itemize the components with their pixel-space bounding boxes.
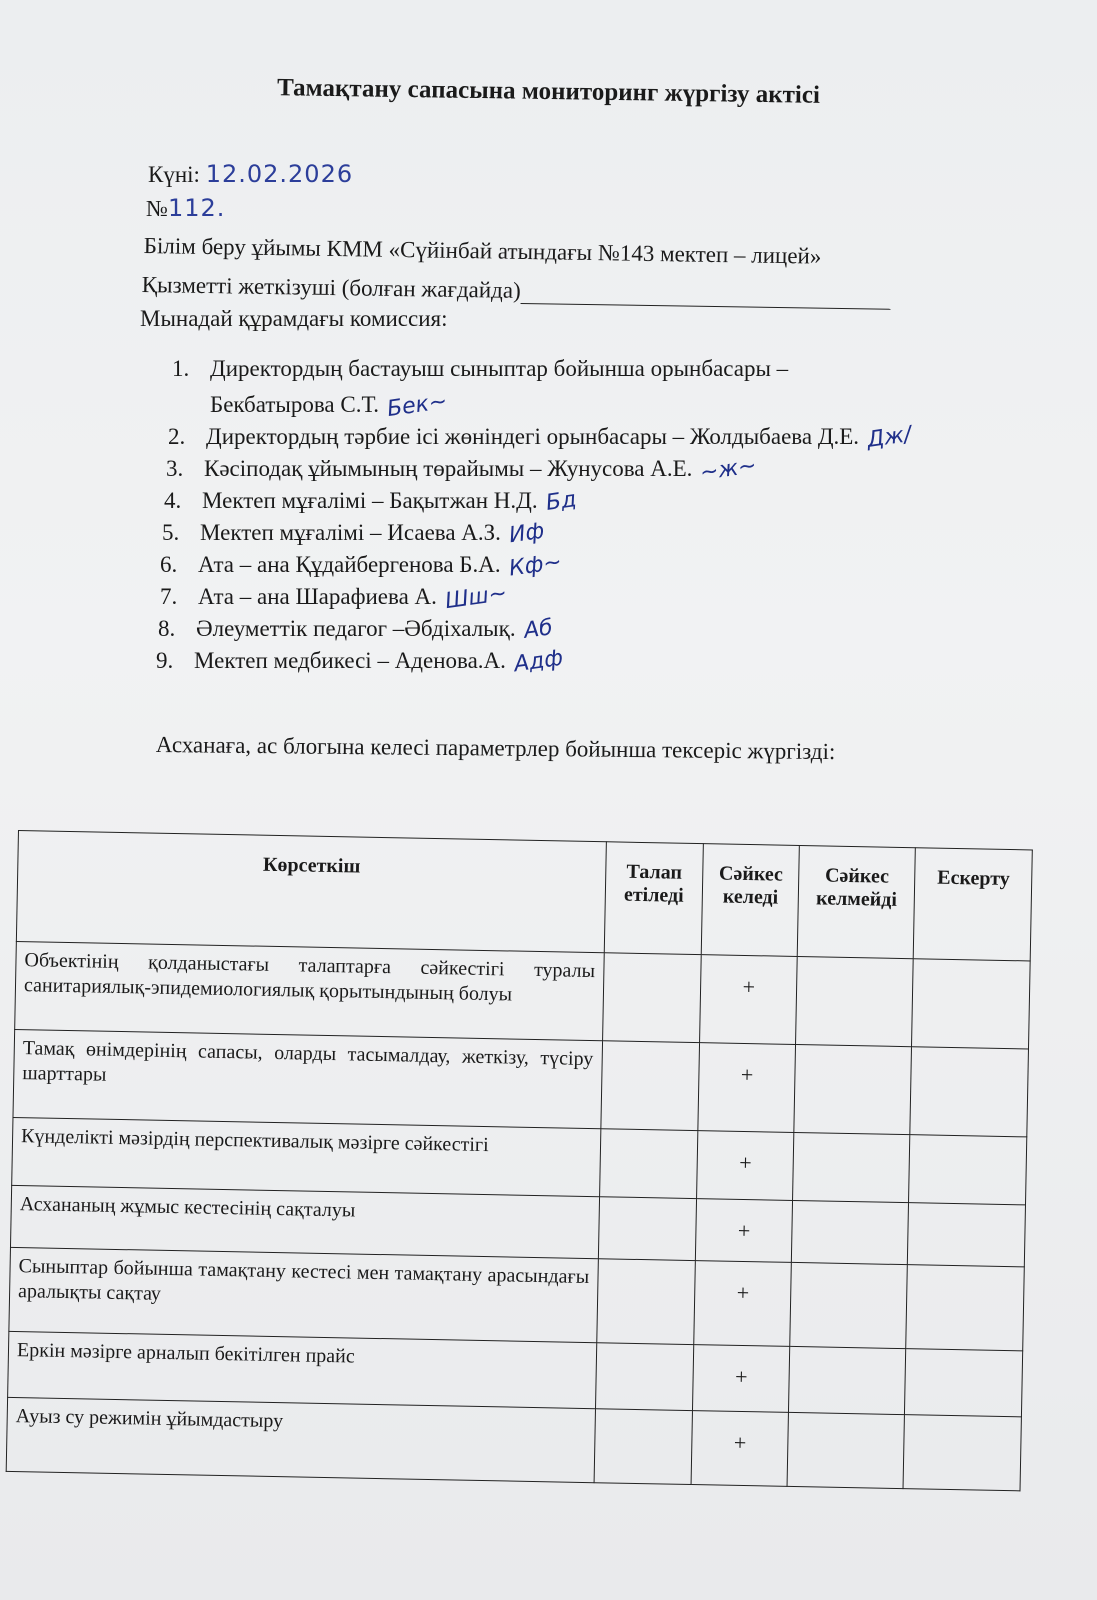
signature-icon: Кф~: [507, 549, 563, 582]
member-1-name: Бекбатырова С.Т. Бек~: [210, 388, 449, 423]
supplier-blank: [521, 281, 891, 310]
header-indicator: Көрсеткіш: [16, 831, 606, 953]
compliant-cell: +: [700, 955, 797, 1045]
required-cell: [596, 1259, 695, 1345]
indicator-cell: Ауыз су режимін ұйымдастыру: [6, 1397, 595, 1482]
indicator-cell: Күнделікті мәзірдің перспективалық мәзірге сәйкестігі: [12, 1117, 601, 1196]
note-cell: [905, 1349, 1023, 1417]
signature-icon: ~ж~: [698, 453, 759, 486]
indicator-cell: Еркін мәзірге арналып бекітілген прайс: [8, 1331, 597, 1408]
member-8: 8. Әлеуметтік педагог –Әбдіхалық. Аб: [158, 615, 554, 644]
member-5: 5. Мектеп мұғалімі – Исаева А.З. Иф: [162, 518, 546, 549]
signature-icon: Бек~: [385, 388, 449, 423]
required-cell: [594, 1409, 693, 1485]
compliant-cell: +: [698, 1043, 795, 1133]
date-line: [148, 160, 353, 188]
signature-icon: Дж/: [865, 422, 914, 453]
signature-icon: Аб: [521, 615, 554, 644]
signature-icon: Бд: [544, 487, 578, 516]
supplier-line: [142, 272, 891, 310]
table-header-row: [16, 831, 1032, 961]
noncompliant-cell: [788, 1346, 906, 1414]
organization-line: Білім беру ұйымы КММ «Сүйінбай атындағы №143 мектеп – лицей»: [143, 233, 822, 269]
inspection-intro: Асханаға, ас блогына келесі параметрлер бойынша тексеріс жүргізді:: [155, 732, 836, 765]
inspection-table-wrapper: [5, 830, 1038, 1524]
note-cell: [912, 959, 1030, 1049]
compliant-cell: +: [696, 1199, 793, 1263]
noncompliant-cell: [793, 1132, 911, 1202]
indicator-cell: Сыныптар бойынша тамақтану кестесі мен тамақтану арасындағы аралықты сақтау: [9, 1247, 598, 1342]
header-noncompliant: Сәйкес келмейді: [797, 846, 916, 959]
note-cell: [908, 1203, 1026, 1267]
indicator-cell: Асхананың жұмыс кестесінің сақталуы: [10, 1185, 599, 1258]
note-cell: [909, 1135, 1027, 1205]
member-6: 6. Ата – ана Құдайбергенова Б.А. Кф~: [160, 549, 563, 582]
header-note: Ескерту: [914, 848, 1033, 961]
header-compliant: Сәйкес келеді: [702, 844, 800, 957]
note-cell: [906, 1265, 1024, 1351]
member-1: 1. Директордың бастауыш сыныптар бойынша орынбасары –: [172, 356, 789, 381]
required-cell: [598, 1197, 697, 1261]
header-required: Талап етіледі: [604, 842, 704, 955]
member-7: 7. Ата – ана Шарафиева А. Шш~: [160, 580, 509, 615]
member-9: 9. Мектеп медбикесі – Аденова.А. Адф: [156, 645, 565, 678]
commission-label: Мынадай құрамдағы комиссия:: [140, 306, 448, 331]
supplier-label: Қызметті жеткізуші (болған жағдайда): [141, 272, 521, 303]
inspection-table: [6, 830, 1033, 1491]
document-title: Тамақтану сапасына мониторинг жүргізу актісі: [276, 74, 821, 109]
member-2: 2. Директордың тәрбие ісі жөніндегі орынбасары – Жолдыбаева Д.Е. Дж/: [168, 422, 914, 453]
compliant-cell: +: [697, 1131, 794, 1201]
noncompliant-cell: [787, 1412, 905, 1488]
signature-icon: Иф: [507, 518, 546, 549]
note-cell: [910, 1047, 1028, 1137]
compliant-cell: +: [694, 1261, 791, 1347]
required-cell: [595, 1343, 694, 1411]
number-label: №: [146, 196, 168, 221]
member-3: 3. Кәсіподақ ұйымының төрайымы – Жунусова А.Е. ~ж~: [166, 453, 759, 486]
signature-icon: Адф: [512, 645, 565, 678]
date-label: Күні:: [148, 162, 200, 187]
noncompliant-cell: [796, 956, 914, 1046]
signature-icon: Шш~: [443, 580, 509, 615]
noncompliant-cell: [790, 1262, 908, 1348]
indicator-cell: Объектінің қолданыстағы талаптарға сәйкестігі туралы санитариялық-эпидемиологиялық қорытындының болуы: [15, 941, 604, 1040]
number-line: [146, 194, 225, 222]
required-cell: [600, 1041, 699, 1131]
compliant-cell: +: [691, 1411, 788, 1487]
date-value: 12.02.2026: [205, 160, 354, 188]
noncompliant-cell: [791, 1200, 909, 1264]
note-cell: [904, 1415, 1022, 1491]
number-value: 112.: [167, 194, 226, 222]
member-4: 4. Мектеп мұғалімі – Бақытжан Н.Д. Бд: [164, 487, 578, 516]
noncompliant-cell: [794, 1044, 912, 1134]
required-cell: [602, 953, 701, 1043]
indicator-cell: Тамақ өнімдерінің сапасы, оларды тасымалдау, жеткізу, түсіру шарттары: [13, 1029, 602, 1128]
compliant-cell: +: [693, 1345, 790, 1413]
required-cell: [599, 1129, 698, 1199]
